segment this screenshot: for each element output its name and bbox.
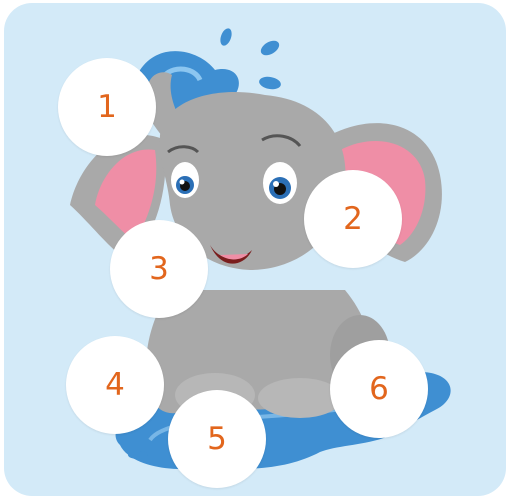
spot-3[interactable]	[110, 220, 208, 318]
spot-2-label: 2	[343, 200, 363, 237]
spot-3-label: 3	[149, 250, 169, 287]
spot-6-label: 6	[369, 370, 389, 407]
spot-6[interactable]	[330, 340, 428, 438]
spot-5[interactable]	[168, 390, 266, 488]
spot-4-label: 4	[105, 366, 125, 403]
spot-1[interactable]	[58, 58, 156, 156]
spot-5-label: 5	[207, 420, 227, 457]
spot-2[interactable]	[304, 170, 402, 268]
spot-4[interactable]	[66, 336, 164, 434]
spot-1-label: 1	[97, 88, 117, 125]
